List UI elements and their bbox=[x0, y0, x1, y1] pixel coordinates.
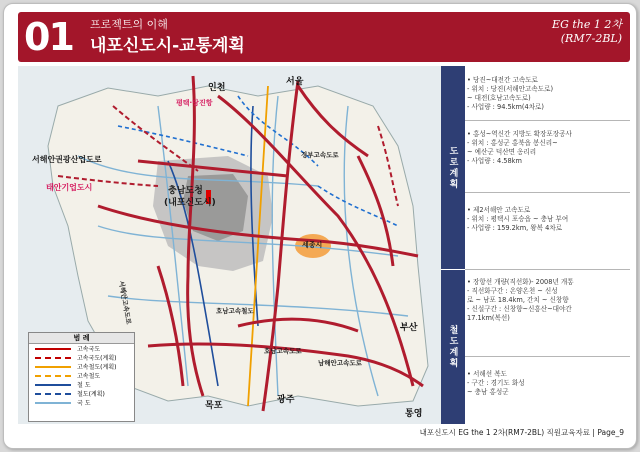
plan-panel bbox=[441, 66, 630, 424]
label-honam-rail: 호남고속철도 bbox=[216, 307, 254, 315]
page-title: 내포신도시-교통계획 bbox=[90, 36, 245, 56]
section-number: 01 bbox=[24, 15, 73, 59]
legend-item-label: 고속철도(계획) bbox=[77, 364, 117, 371]
plan-line: ~ 예산군 덕산면 옹리리 bbox=[467, 148, 537, 156]
legend-item-label: 철 도 bbox=[77, 382, 91, 389]
label-taean: 태안기업도시 bbox=[46, 183, 93, 192]
legend-item bbox=[29, 380, 134, 389]
city-gwangju: 광주 bbox=[277, 395, 295, 405]
city-seoul: 서울 bbox=[286, 77, 304, 87]
legend-title: 범 례 bbox=[29, 333, 134, 344]
plan-line: - 사업량 : 4.58km bbox=[467, 157, 522, 165]
legend-item-label: 철도(계획) bbox=[77, 391, 105, 398]
plan-line: 로 ~ 남포 18.4km, 간치 ~ 신창향 bbox=[467, 296, 569, 304]
plan-line: - 사업량 : 94.5km(4차로) bbox=[467, 103, 544, 111]
section-subtitle: 프로젝트의 이해 bbox=[90, 18, 168, 31]
plan-line: • 서해선 복도 bbox=[467, 370, 507, 378]
legend-item bbox=[29, 371, 134, 380]
legend-item-label: 국 도 bbox=[77, 400, 91, 407]
plan-line: - 직선화구간 : 온양온천 ~ 신성 bbox=[467, 287, 558, 295]
legend-item bbox=[29, 353, 134, 362]
plan-line: 17.1km(복선) bbox=[467, 314, 510, 322]
city-tongyeong: 통영 bbox=[405, 409, 423, 419]
road-plan-band: 도로계획 bbox=[441, 66, 465, 269]
legend-item-label: 고속철도 bbox=[77, 373, 101, 380]
legend-swatch bbox=[35, 348, 71, 350]
city-mokpo: 목포 bbox=[205, 401, 223, 411]
legend-item bbox=[29, 344, 134, 353]
plan-line: ~ 충남 홍성군 bbox=[467, 388, 509, 396]
rail-plan-item bbox=[467, 278, 627, 323]
label-seohae-highway: 서해안고속도로 bbox=[117, 280, 133, 325]
legend-swatch bbox=[35, 375, 71, 377]
rail-plan-band: 철도계획 bbox=[441, 270, 465, 424]
legend-item-label: 고속국도 bbox=[77, 346, 101, 353]
project-code: (RM7-2BL) bbox=[560, 32, 622, 45]
plan-line: - 구간 : 경기도 화성 bbox=[467, 379, 525, 387]
plan-line: ~ 대전(호남고속도로) bbox=[467, 94, 531, 102]
slide-header bbox=[18, 12, 630, 62]
label-sejong: 세종시 bbox=[302, 241, 323, 249]
map-legend bbox=[28, 332, 135, 422]
label-pyeongtaek: 평택·당진항 bbox=[176, 99, 213, 107]
project-name: EG the 1 2차 bbox=[552, 18, 622, 31]
city-incheon: 인천 bbox=[208, 83, 226, 93]
legend-swatch bbox=[35, 384, 71, 386]
plan-line: • 장항선 개량(직선화)- 2008년 개통 bbox=[467, 278, 574, 286]
legend-swatch bbox=[35, 402, 71, 404]
label-chungnam-office: 충남도청 bbox=[168, 186, 203, 196]
label-naepo: (내포신도시) bbox=[164, 198, 216, 208]
plan-text-column bbox=[467, 66, 627, 424]
plan-line: - 사업량 : 159.2km, 왕복 4차로 bbox=[467, 224, 563, 232]
road-plan-item bbox=[467, 76, 627, 112]
city-busan: 부산 bbox=[400, 323, 418, 333]
label-south-coast-hwy: 남해안고속도로 bbox=[318, 359, 362, 367]
label-gyeongbu: 경부고속도로 bbox=[301, 151, 339, 159]
legend-swatch bbox=[35, 366, 71, 368]
transport-map bbox=[18, 66, 441, 424]
plan-line: - 위치 : 당진(서해안고속도로) bbox=[467, 85, 554, 93]
legend-item bbox=[29, 398, 134, 407]
road-plan-item bbox=[467, 206, 627, 233]
legend-swatch bbox=[35, 357, 71, 359]
project-tag bbox=[552, 18, 622, 46]
legend-item bbox=[29, 389, 134, 398]
rail-plan-item bbox=[467, 370, 627, 397]
slide-frame bbox=[3, 3, 637, 449]
plan-line: - 위치 : 평택시 포승읍 ~ 충남 부여 bbox=[467, 215, 569, 223]
page-footer: 내포신도시 EG the 1 2차(RM7-2BL) 직원교육자료 | Page_9 bbox=[419, 428, 624, 437]
plan-line: - 신설구간 : 신창향~신흥산~대야간 bbox=[467, 305, 572, 313]
legend-item-label: 고속국도(계획) bbox=[77, 355, 117, 362]
legend-item bbox=[29, 362, 134, 371]
plan-line: • 당진~대전간 고속도로 bbox=[467, 76, 538, 84]
plan-line: - 위치 : 홍성군 홍북읍 봉신리~ bbox=[467, 139, 558, 147]
road-plan-item bbox=[467, 130, 627, 166]
legend-swatch bbox=[35, 393, 71, 395]
plan-line: • 제2서해안 고속도로 bbox=[467, 206, 531, 214]
label-west-region: 서해안권광산업도로 bbox=[32, 155, 102, 164]
label-honam: 호남고속도로 bbox=[264, 347, 302, 355]
plan-line: • 홍성~역신간 지방도 확장포장공사 bbox=[467, 130, 572, 138]
